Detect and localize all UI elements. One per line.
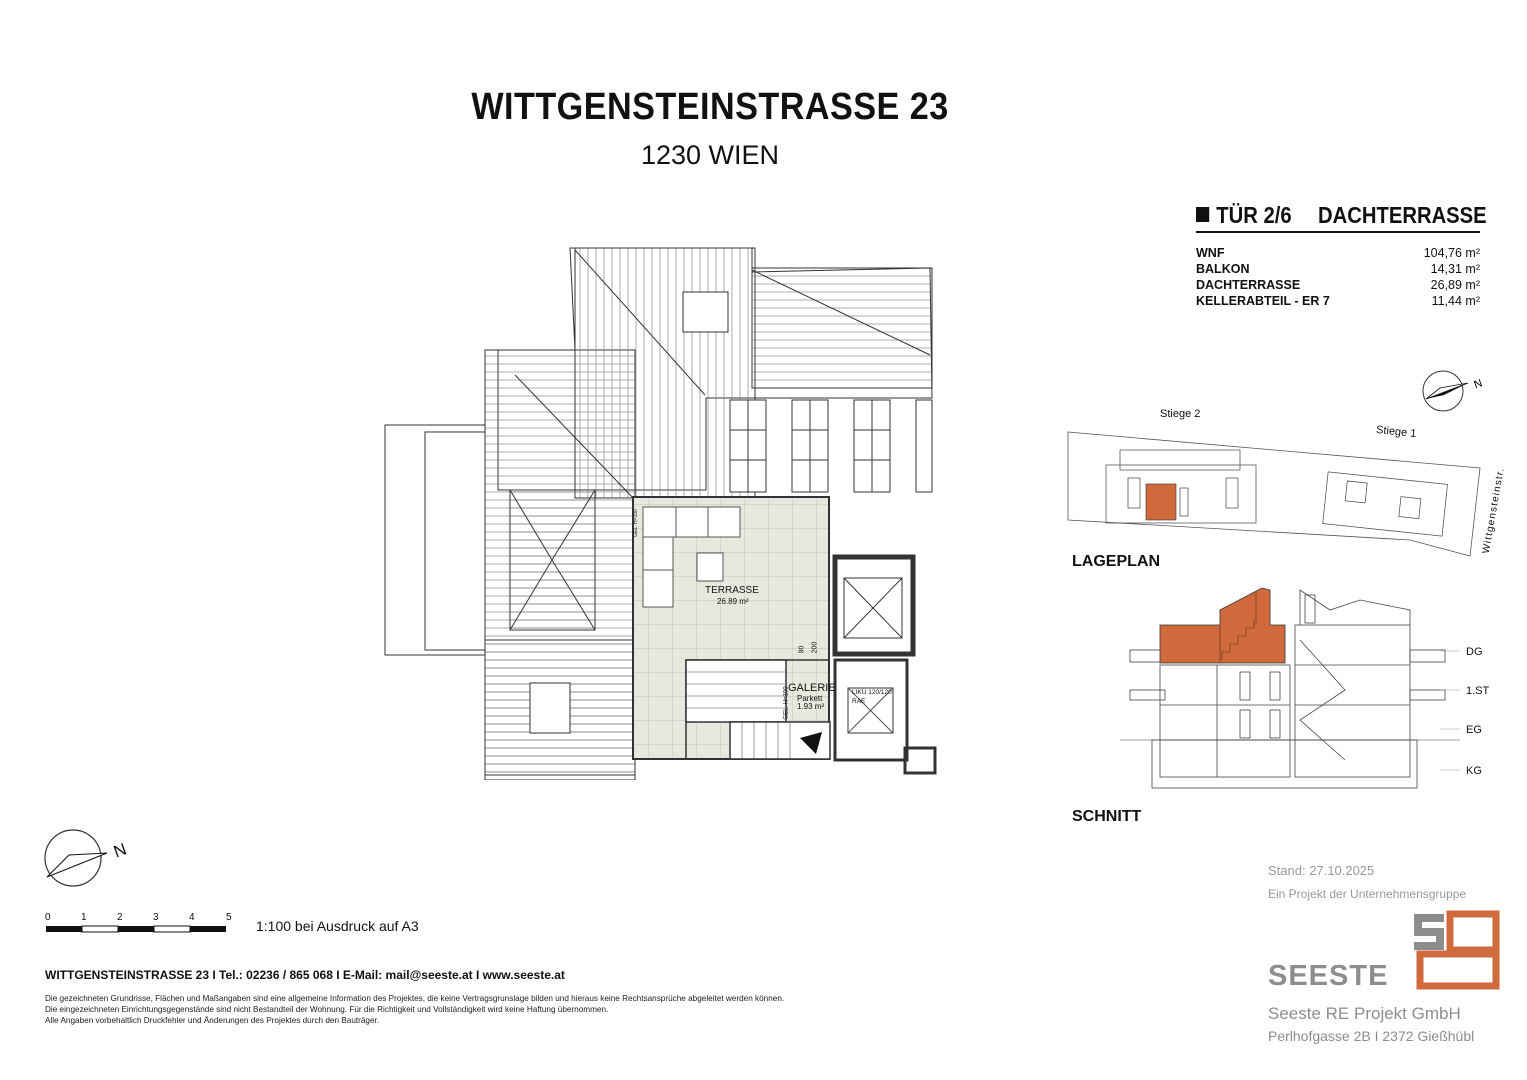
gallery-floor: Parkett <box>797 694 823 703</box>
gallery-area: 1.93 m² <box>797 702 825 711</box>
disclaimer-line: Alle Angaben vorbehaltlich Druckfehler und Änderungen des Projektes durch den Bauträger. <box>45 1016 380 1025</box>
level-label: 1.ST <box>1466 685 1490 697</box>
area-label: KELLERABTEIL - ER 7 <box>1196 294 1330 308</box>
square-bullet-icon <box>1196 207 1209 222</box>
disclaimer-line: Die gezeichneten Grundrisse, Flächen und Maßangaben sind eine allgemeine Information des Projektes, die keine Vertragsgrunslage bilden und hieraus keine Rechtsansprüche abgeleitet werden können. <box>45 994 785 1003</box>
terrace-label: TERRASSE <box>705 585 759 596</box>
scale-tick: 2 <box>117 912 123 923</box>
stiege-1-label: Stiege 1 <box>1375 423 1417 441</box>
scale-tick: 4 <box>189 912 195 923</box>
scale-tick: 5 <box>226 912 232 923</box>
level-label: KG <box>1466 765 1482 777</box>
railing-label: GEL. H=100 <box>783 686 790 720</box>
stiege-2-label: Stiege 2 <box>1160 408 1201 420</box>
stand-date: Stand: 27.10.2025 <box>1268 863 1375 878</box>
site-plan <box>1060 405 1505 565</box>
page-title: WITTGENSTEINSTRASSE 23 <box>471 86 949 128</box>
dimension-label: 90 <box>798 645 806 654</box>
disclaimer <box>45 993 784 1026</box>
area-row <box>1196 246 1480 262</box>
street-label: Wittgensteinstr. <box>1480 466 1507 555</box>
level-label: EG <box>1466 724 1482 736</box>
liku-label: LIKU 120/120 <box>852 689 892 696</box>
scale-tick: 0 <box>45 912 51 923</box>
projekt-note: Ein Projekt der Unternehmensgruppe <box>1268 887 1467 901</box>
logo-text: SEESTE <box>1268 960 1389 992</box>
page-subtitle: 1230 WIEN <box>640 140 780 170</box>
compass-icon <box>35 825 145 895</box>
area-row <box>1196 294 1480 310</box>
area-row <box>1196 278 1480 294</box>
unit-heading <box>1196 202 1487 229</box>
unit-door: TÜR 2/6 <box>1216 202 1292 228</box>
level-label: DG <box>1466 646 1483 658</box>
area-label: WNF <box>1196 246 1225 260</box>
lageplan-title: LAGEPLAN <box>1072 553 1160 570</box>
company-name: Seeste RE Projekt GmbH <box>1268 1004 1461 1023</box>
scale-tick: 3 <box>153 912 159 923</box>
scale-tick: 1 <box>81 912 87 923</box>
area-row <box>1196 262 1480 278</box>
area-value: 26,89 m² <box>1430 278 1480 292</box>
scale-bar <box>45 925 235 935</box>
area-table <box>1196 246 1480 310</box>
area-label: BALKON <box>1196 262 1250 276</box>
rae-label: RAE <box>852 698 866 705</box>
gallery-label: GALERIE <box>788 682 836 694</box>
scale-text: 1:100 bei Ausdruck auf A3 <box>256 918 419 934</box>
area-value: 104,76 m² <box>1423 246 1480 260</box>
area-value: 11,44 m² <box>1431 294 1480 308</box>
disclaimer-line: Die eingezeichneten Einrichtungsgegenstände sind nicht Bestandteil der Wohnung. Für die Richtigkeit und Vollständigkeit wird keine Haftung übernommen. <box>45 1005 609 1014</box>
area-value: 14,31 m² <box>1430 262 1480 276</box>
terrace-area: 26.89 m² <box>717 597 749 606</box>
section-drawing <box>1120 585 1460 795</box>
schnitt-title: SCHNITT <box>1072 808 1142 825</box>
dimension-label: 200 <box>811 641 819 654</box>
area-label: DACHTERRASSE <box>1196 278 1301 292</box>
company-address: Perlhofgasse 2B I 2372 Gießhübl <box>1268 1028 1475 1044</box>
railing-label: GEL. H=100 <box>632 509 639 537</box>
seeste-logo-icon <box>1410 910 1502 990</box>
unit-underline <box>1196 231 1480 233</box>
footer-contact: WITTGENSTEINSTRASSE 23 I Tel.: 02236 / 865 068 I E-Mail: mail@seeste.at I www.seeste.at <box>45 968 565 982</box>
svg-text:N: N <box>1472 377 1484 392</box>
unit-tag: DACHTERRASSE <box>1318 202 1487 228</box>
north-label: N <box>110 839 129 862</box>
